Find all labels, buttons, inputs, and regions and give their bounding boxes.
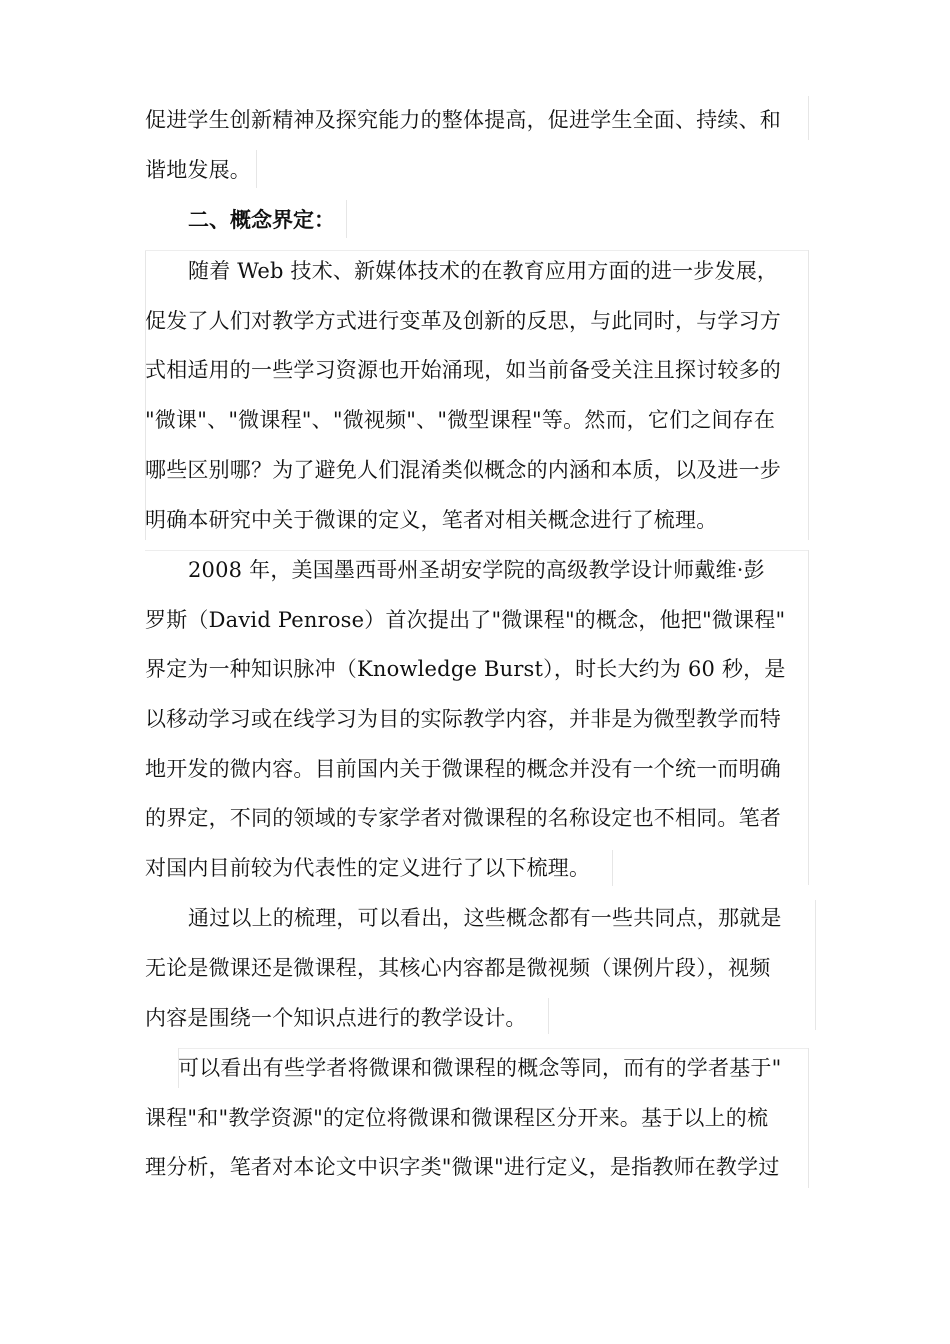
paragraph-line: 罗斯（David Penrose）首次提出了"微课程"的概念，他把"微课程" [145,608,786,632]
paragraph-line: 2008 年，美国墨西哥州圣胡安学院的高级教学设计师戴维·彭 [188,558,765,582]
guide-line [815,900,816,1030]
guide-line [145,550,808,551]
guide-line [256,150,257,188]
guide-line [612,850,613,886]
guide-line [808,250,809,540]
paragraph-line: 通过以上的梳理，可以看出，这些概念都有一些共同点，那就是 [188,906,782,930]
guide-line [346,200,347,238]
guide-line [178,1048,808,1049]
paragraph-line: 的界定，不同的领域的专家学者对微课程的名称设定也不相同。笔者 [145,806,781,830]
guide-line [808,1048,809,1188]
paragraph-line: 理分析，笔者对本论文中识字类"微课"进行定义，是指教师在教学过 [145,1155,780,1179]
paragraph-line: 界定为一种知识脉冲（Knowledge Burst），时长大约为 60 秒，是 [145,657,786,681]
paragraph-line: 课程"和"教学资源"的定位将微课和微课程区分开来。基于以上的梳 [145,1106,769,1130]
guide-line [808,96,809,140]
guide-line [548,998,549,1034]
paragraph-line: 无论是微课还是微课程，其核心内容都是微视频（课例片段），视频 [145,956,771,980]
section-heading: 二、概念界定： [188,208,335,232]
paragraph-line: 随着 Web 技术、新媒体技术的在教育应用方面的进一步发展， [188,259,779,283]
paragraph-line: 可以看出有些学者将微课和微课程的概念等同，而有的学者基于" [178,1056,782,1080]
paragraph-line: 内容是围绕一个知识点进行的教学设计。 [145,1006,527,1030]
guide-line [145,250,808,251]
paragraph-line: 明确本研究中关于微课的定义，笔者对相关概念进行了梳理。 [145,508,718,532]
paragraph-line: 促发了人们对教学方式进行变革及创新的反思，与此同时，与学习方 [145,309,781,333]
paragraph-line: 式相适用的一些学习资源也开始涌现，如当前备受关注且探讨较多的 [145,358,781,382]
paragraph-line: 哪些区别哪？为了避免人们混淆类似概念的内涵和本质，以及进一步 [145,458,781,482]
paragraph-line: 以移动学习或在线学习为目的实际教学内容，并非是为微型教学而特 [145,707,781,731]
guide-line [145,250,146,540]
paragraph-line: 促进学生创新精神及探究能力的整体提高，促进学生全面、持续、和 [145,108,781,132]
paragraph-line: 谐地发展。 [145,158,251,182]
guide-line [178,1048,179,1088]
paragraph-line: 对国内目前较为代表性的定义进行了以下梳理。 [145,856,591,880]
paragraph-line: "微课"、"微课程"、"微视频"、"微型课程"等。然而，它们之间存在 [145,408,776,432]
paragraph-line: 地开发的微内容。目前国内关于微课程的概念并没有一个统一而明确 [145,757,781,781]
guide-line [808,550,809,885]
